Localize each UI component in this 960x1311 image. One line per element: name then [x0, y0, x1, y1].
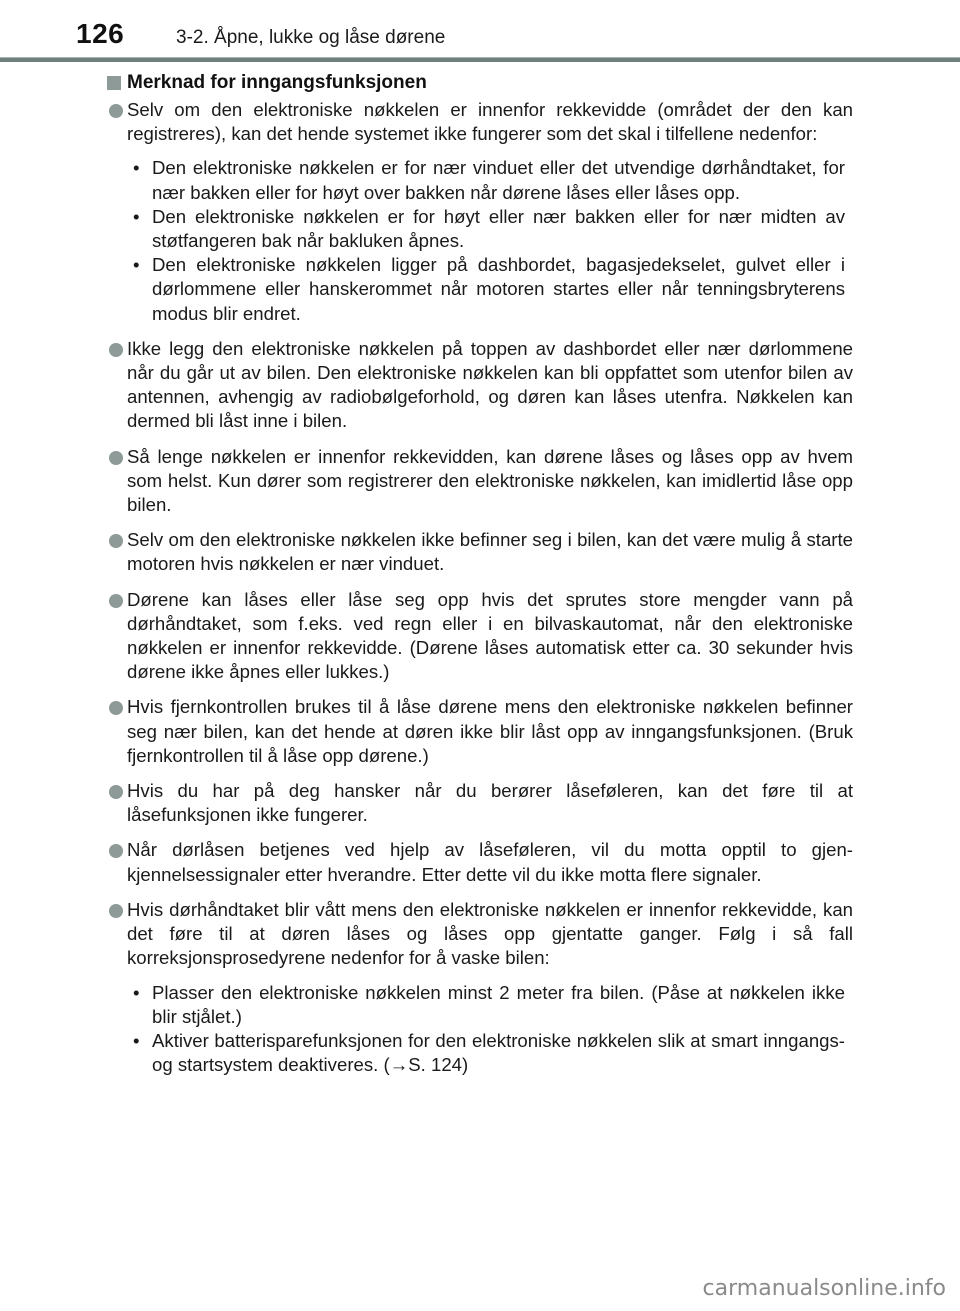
note-text: Ikke legg den elektroniske nøkkelen på toppen av dashbordet eller nær dørlommene når du går ut av bilen. Den elektroniske nøkkelen kan bli oppfattet som utenfor bilen av antennen, avhengig av radiobølgeforhold, og døren kan låses utenfra. Nøkkelen kan dermed bli låst inne i bilen. — [127, 337, 853, 432]
sub-list-text: Aktiver batterisparefunksjonen for den elektroniske nøkkelen slik at smart inngangs- og startsystem deaktiveres. (→S. 124) — [152, 1029, 845, 1076]
sub-list-item — [127, 205, 845, 253]
section-heading — [107, 70, 853, 96]
watermark-link[interactable]: carmanualsonline.info — [702, 1276, 946, 1301]
note-item — [107, 528, 853, 576]
note-item — [107, 695, 853, 768]
square-icon — [107, 76, 121, 90]
note-item — [107, 779, 853, 827]
circle-dot-icon — [109, 343, 123, 357]
note-item — [107, 98, 853, 326]
circle-dot-icon — [109, 904, 123, 918]
note-text: Dørene kan låses eller låse seg opp hvis det sprutes store mengder vann på dørhåndtaket, som f.eks. ved regn eller i en bilvaskautomat, når den elektroniske nøkkelen er innenfor rekkevidde. (Dørene låses automatisk etter ca. 30 sekunder hvis dørene ikke åpnes eller lukkes.) — [127, 588, 853, 683]
page-content — [107, 70, 853, 1088]
sub-list-item — [127, 981, 845, 1029]
note-item — [107, 337, 853, 434]
circle-dot-icon — [109, 451, 123, 465]
page-header — [0, 0, 960, 60]
note-item — [107, 898, 853, 1077]
bullet-icon: • — [133, 157, 140, 179]
note-item — [107, 588, 853, 685]
section-title: 3-2. Åpne, lukke og låse dørene — [176, 27, 446, 48]
bullet-icon: • — [133, 254, 140, 276]
circle-dot-icon — [109, 594, 123, 608]
header-divider — [0, 57, 960, 62]
bullet-icon: • — [133, 1029, 140, 1051]
sub-list-text: Den elektroniske nøkkelen er for høyt eller nær bakken eller for nær midten av støtfangeren bak når bakluken åpnes. — [152, 205, 845, 252]
note-text: Selv om den elektroniske nøkkelen ikke befinner seg i bilen, kan det være mulig å starte motoren hvis nøkkelen er nær vinduet. — [127, 529, 853, 575]
sub-list-text: Plasser den elektroniske nøkkelen minst 2 meter fra bilen. (Påse at nøkkelen ikke blir stjålet.) — [152, 981, 845, 1027]
circle-dot-icon — [109, 534, 123, 548]
sub-list — [127, 156, 853, 325]
sub-list-text: Den elektroniske nøkkelen ligger på dashbordet, bagasjedekselet, gulvet eller i dørlommene eller hanskerommet når motoren startes eller når tenningsbryterens modus blir endret. — [152, 254, 845, 324]
note-text: Hvis fjernkontrollen brukes til å låse dørene mens den elektroniske nøkkelen befinner seg nær bilen, kan det hende at døren ikke blir låst opp av inngangsfunksjonen. (Bruk fjernkontrollen til å låse opp dørene.) — [127, 696, 853, 766]
sub-list-item — [127, 156, 845, 204]
page-number: 126 — [76, 18, 125, 49]
note-text: Når dørlåsen betjenes ved hjelp av låseføleren, vil du motta opptil to gjenkjennelsessignaler etter hverandre. Etter dette vil du ikke motta flere signaler. — [127, 839, 853, 885]
sub-list-text: Den elektroniske nøkkelen er for nær vinduet eller det utvendige dørhåndtaket, for nær bakken eller for høyt over bakken når dørene låses eller låses opp. — [152, 157, 845, 203]
note-text: Så lenge nøkkelen er innenfor rekkevidden, kan dørene låses og låses opp av hvem som helst. Kun dører som registrerer den elektroniske nøkkelen, kan imidlertid låse opp bilen. — [127, 445, 853, 516]
bullet-icon: • — [133, 205, 140, 227]
sub-list-item — [127, 253, 845, 326]
note-item — [107, 445, 853, 518]
circle-dot-icon — [109, 701, 123, 715]
note-item — [107, 838, 853, 886]
note-text: Selv om den elektroniske nøkkelen er innenfor rekkevidde (området der den kan registreres), kan det hende systemet ikke fungerer som det skal i tilfellene nedenfor: — [127, 99, 853, 145]
circle-dot-icon — [109, 104, 123, 118]
note-text: Hvis du har på deg hansker når du berører låseføleren, kan det føre til at låsefunksjonen ikke fungerer. — [127, 780, 853, 826]
note-text: Hvis dørhåndtaket blir vått mens den elektroniske nøkkelen er innenfor rekkevidde, kan det føre til at døren låses og låses opp gjentatte ganger. Følg i så fall korreksjonsprosedyrene nedenfor for å vaske bilen: — [127, 898, 853, 969]
sub-list — [127, 981, 853, 1078]
bullet-icon: • — [133, 981, 140, 1003]
circle-dot-icon — [109, 785, 123, 799]
circle-dot-icon — [109, 844, 123, 858]
section-heading-text: Merknad for inngangsfunksjonen — [127, 72, 427, 93]
sub-list-item — [127, 1029, 845, 1077]
